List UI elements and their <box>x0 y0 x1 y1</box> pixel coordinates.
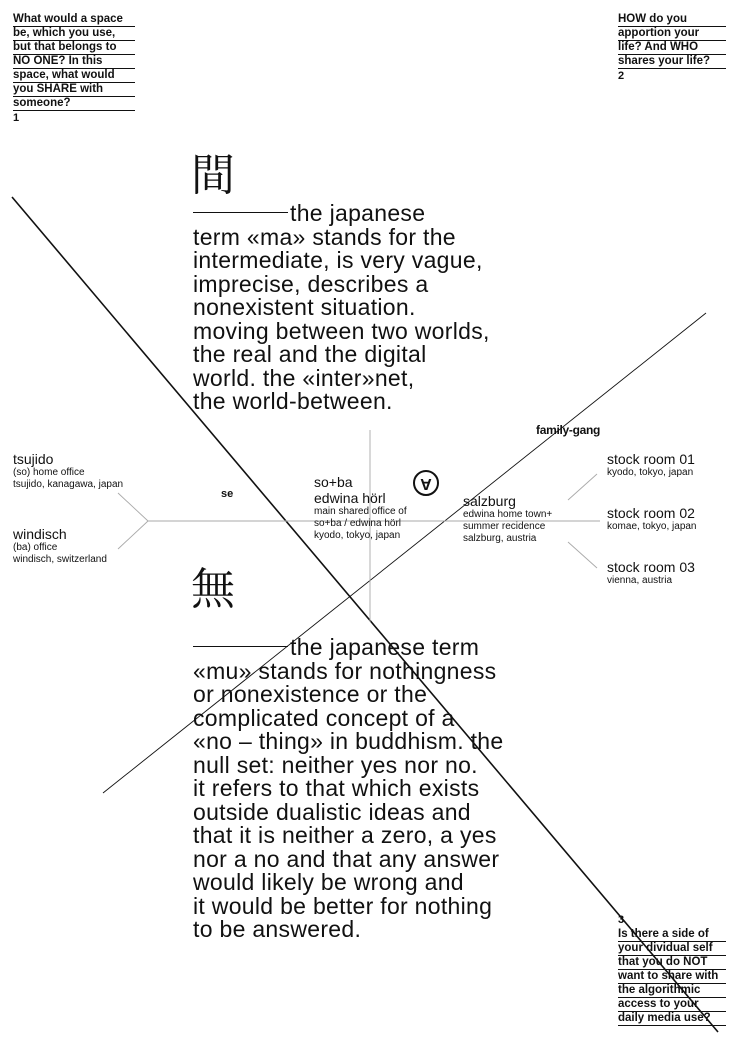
question-1-line: you SHARE with <box>13 83 135 97</box>
ma-kanji: 間 <box>191 150 235 201</box>
location-subtitle: edwina home town+ <box>463 509 553 520</box>
question-2-line: HOW do you <box>618 13 726 27</box>
fork-stock3-line <box>568 542 597 568</box>
mu-line: it would be better for nothing <box>193 892 493 919</box>
location-title: salzburg <box>463 493 516 509</box>
question-3-number: 3 <box>618 914 625 926</box>
location-subtitle: (ba) office <box>13 542 58 553</box>
mu-dash <box>193 646 288 647</box>
location-subtitle: summer recidence <box>463 521 546 532</box>
ma-line: the world-between. <box>193 388 393 414</box>
location-salzburg <box>463 493 552 545</box>
mu-line: «mu» stands for nothingness <box>193 657 497 684</box>
location-stock-room-03 <box>607 559 695 587</box>
mu-line: or nonexistence or the <box>193 681 428 707</box>
location-subtitle: main shared office of <box>314 506 407 517</box>
location-subtitle: tsujido, kanagawa, japan <box>13 479 124 490</box>
ma-line: term «ma» stands for the <box>193 223 456 250</box>
mu-kanji: 無 <box>191 564 235 615</box>
mu-line: nor a no and that any answer <box>193 845 500 872</box>
question-1-line: be, which you use, <box>13 27 135 41</box>
inverted-a-symbol <box>413 470 439 496</box>
location-title: stock room 03 <box>607 559 695 575</box>
question-3-line: the algorithmic <box>618 984 726 998</box>
mu-text <box>193 636 503 942</box>
location-windisch <box>13 526 107 566</box>
location-subtitle: kyodo, tokyo, japan <box>607 467 694 478</box>
location-subtitle: windisch, switzerland <box>13 554 107 565</box>
inverted-a-glyph: A <box>420 475 432 492</box>
location-title: so+ba <box>314 474 353 490</box>
se-tag: se <box>221 488 234 500</box>
ma-dash <box>193 212 288 213</box>
fork-windisch-line <box>118 521 148 549</box>
location-subtitle: kyodo, tokyo, japan <box>314 530 401 541</box>
question-3-line: your dividual self <box>618 942 726 956</box>
fork-tsujido-line <box>118 493 148 521</box>
ma-line: the japanese <box>290 200 426 226</box>
location-subtitle: vienna, austria <box>607 575 673 586</box>
location-subtitle: so+ba / edwina hörl <box>314 518 402 529</box>
location-stock-room-01 <box>607 451 695 479</box>
question-3 <box>618 914 726 1026</box>
mu-line: it refers to that which exists <box>193 775 480 801</box>
location-title: edwina hörl <box>314 490 386 506</box>
question-1-line: someone? <box>13 97 135 111</box>
location-title: stock room 02 <box>607 505 695 521</box>
mu-line: null set: neither yes nor no. <box>193 751 478 778</box>
location-subtitle: salzburg, austria <box>463 533 537 544</box>
question-3-line: Is there a side of <box>618 928 726 942</box>
location-title: stock room 01 <box>607 451 695 467</box>
question-1 <box>13 13 135 125</box>
question-3-line: want to share with <box>618 970 726 984</box>
mu-line: to be answered. <box>193 916 362 942</box>
location-title: tsujido <box>13 451 54 467</box>
mu-line: «no – thing» in buddhism. the <box>193 728 504 754</box>
question-2-number: 2 <box>618 70 625 82</box>
location-soba <box>314 474 407 542</box>
location-stock-room-02 <box>607 505 697 533</box>
ma-line: intermediate, is very vague, <box>193 247 483 273</box>
ma-line: moving between two worlds, <box>193 317 490 344</box>
question-1-number: 1 <box>13 112 20 124</box>
ma-line: imprecise, describes a <box>193 270 429 297</box>
location-subtitle: (so) home office <box>13 467 85 478</box>
mu-line: outside dualistic ideas and <box>193 798 471 825</box>
location-tsujido <box>13 451 123 491</box>
question-1-line: What would a space <box>13 13 135 27</box>
question-1-line: space, what would <box>13 69 135 83</box>
question-1-line: NO ONE? In this <box>13 55 135 69</box>
ma-line: the real and the digital <box>193 341 427 367</box>
mu-line: complicated concept of a <box>193 704 455 731</box>
family-gang-tag: family-gang <box>536 423 601 437</box>
question-2 <box>618 13 726 83</box>
ma-line: nonexistent situation. <box>193 294 416 320</box>
ma-line: world. the «inter»net, <box>193 364 415 391</box>
location-title: windisch <box>13 526 67 542</box>
question-2-line: life? And WHO <box>618 41 726 55</box>
location-subtitle: komae, tokyo, japan <box>607 521 697 532</box>
fork-stock1-line <box>568 474 597 500</box>
mu-line: would likely be wrong and <box>193 869 464 895</box>
question-1-line: but that belongs to <box>13 41 135 55</box>
ma-text <box>193 202 490 414</box>
question-3-line: that you do NOT <box>618 956 726 970</box>
mu-line: that it is neither a zero, a yes <box>193 822 497 848</box>
question-3-line: daily media use? <box>618 1012 726 1026</box>
question-2-line: shares your life? <box>618 55 726 69</box>
question-3-line: access to your <box>618 998 726 1012</box>
question-2-line: apportion your <box>618 27 726 41</box>
mu-line: the japanese term <box>290 634 480 660</box>
